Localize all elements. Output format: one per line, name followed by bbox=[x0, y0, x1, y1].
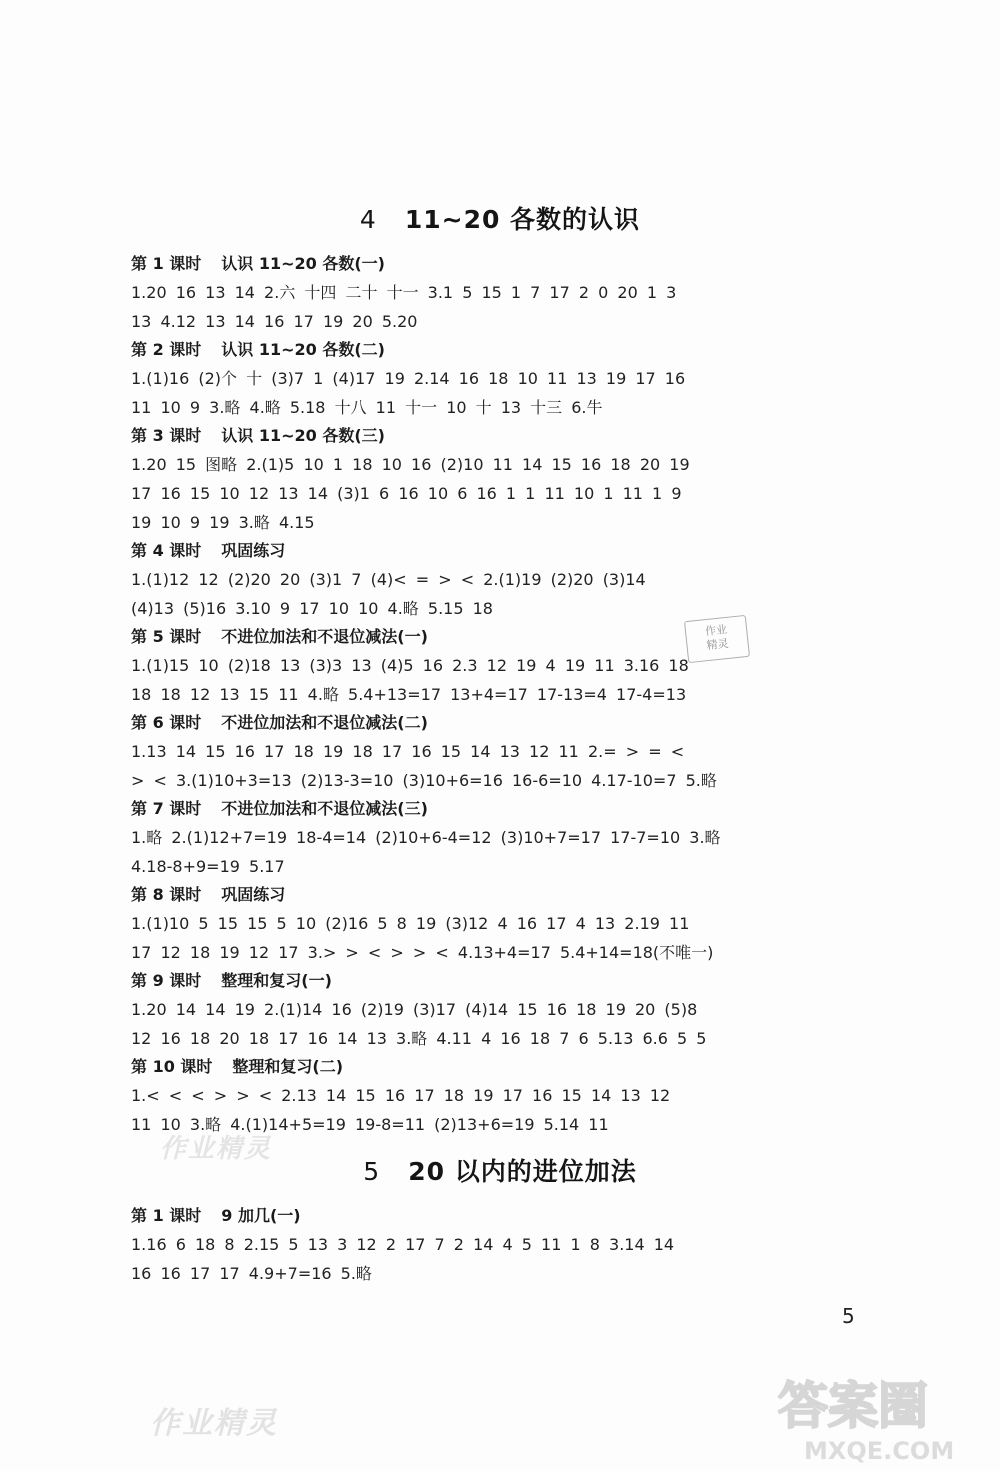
lesson-name: 不进位加法和不退位减法(二) bbox=[221, 713, 428, 732]
lesson-name: 不进位加法和不退位减法(三) bbox=[221, 799, 428, 818]
answer-line: 1.13 14 15 16 17 18 19 18 17 16 15 14 13 12 11 2.= > = < bbox=[131, 742, 685, 761]
logo-sub-text: MXQE.COM bbox=[804, 1437, 955, 1465]
answer-line: 1.略 2.(1)12+7=19 18-4=14 (2)10+6-4=12 (3)10+7=17 17-7=10 3.略 bbox=[131, 828, 721, 847]
lesson-label: 第 1 课时 bbox=[131, 254, 202, 273]
answer-line: 1.20 16 13 14 2.六 十四 二十 十一 3.1 5 15 1 7 17 2 0 20 1 3 bbox=[131, 283, 677, 302]
answer-line: 19 10 9 19 3.略 4.15 bbox=[131, 513, 315, 532]
lesson-title bbox=[131, 422, 871, 450]
chapter-4-heading bbox=[0, 200, 1000, 236]
lesson-label: 第 10 课时 bbox=[131, 1057, 213, 1076]
lesson-name: 9 加几(一) bbox=[221, 1206, 301, 1225]
lesson-title bbox=[131, 250, 871, 278]
lesson-title bbox=[131, 1202, 871, 1230]
answer-line: 1.20 15 图略 2.(1)5 10 1 18 10 16 (2)10 11 14 15 16 18 20 19 bbox=[131, 455, 690, 474]
logo-main-text: 答案圈 bbox=[778, 1377, 928, 1435]
chapter-5-title: 20 以内的进位加法 bbox=[408, 1157, 637, 1186]
chapter-4-answers bbox=[131, 250, 871, 1139]
lesson-label: 第 1 课时 bbox=[131, 1206, 202, 1225]
stamp-line: 精灵 bbox=[705, 636, 730, 653]
lesson-name: 整理和复习(二) bbox=[232, 1057, 344, 1076]
lesson-name: 整理和复习(一) bbox=[221, 971, 332, 990]
answer-line: 1.(1)12 12 (2)20 20 (3)1 7 (4)< = > < 2.(1)19 (2)20 (3)14 bbox=[131, 570, 646, 589]
site-logo bbox=[770, 1365, 992, 1465]
answer-line: (4)13 (5)16 3.10 9 17 10 10 4.略 5.15 18 bbox=[131, 599, 493, 618]
chapter-5-heading bbox=[0, 1152, 1000, 1188]
lesson-label: 第 2 课时 bbox=[131, 340, 202, 359]
watermark: 作业精灵 bbox=[150, 1406, 278, 1441]
lesson-title bbox=[131, 537, 871, 565]
lesson-title bbox=[131, 1053, 871, 1081]
chapter-5-answers bbox=[131, 1202, 871, 1288]
answer-line: 12 16 18 20 18 17 16 14 13 3.略 4.11 4 16 18 7 6 5.13 6.6 5 5 bbox=[131, 1029, 707, 1048]
stamp-line: 作业 bbox=[704, 622, 728, 639]
lesson-title bbox=[131, 967, 871, 995]
lesson-name: 巩固练习 bbox=[221, 885, 286, 904]
lesson-title bbox=[131, 709, 871, 737]
page-number: 5 bbox=[842, 1304, 855, 1328]
lesson-label: 第 5 课时 bbox=[131, 627, 202, 646]
lesson-name: 巩固练习 bbox=[221, 541, 286, 560]
answer-line: 16 16 17 17 4.9+7=16 5.略 bbox=[131, 1264, 372, 1283]
answer-line: 1.20 14 14 19 2.(1)14 16 (2)19 (3)17 (4)14 15 16 18 19 20 (5)8 bbox=[131, 1000, 698, 1019]
lesson-title bbox=[131, 881, 871, 909]
lesson-label: 第 7 课时 bbox=[131, 799, 202, 818]
lesson-label: 第 6 课时 bbox=[131, 713, 202, 732]
answer-line: 17 16 15 10 12 13 14 (3)1 6 16 10 6 16 1 1 11 10 1 11 1 9 bbox=[131, 484, 682, 503]
chapter-5-number: 5 bbox=[363, 1157, 381, 1186]
lesson-name: 认识 11~20 各数(三) bbox=[221, 426, 385, 445]
answer-line: 17 12 18 19 12 17 3.> > < > > < 4.13+4=17 5.4+14=18(不唯一) bbox=[131, 943, 714, 962]
answer-line: 1.< < < > > < 2.13 14 15 16 17 18 19 17 16 15 14 13 12 bbox=[131, 1086, 671, 1105]
lesson-title bbox=[131, 795, 871, 823]
answer-line: 18 18 12 13 15 11 4.略 5.4+13=17 13+4=17 17-13=4 17-4=13 bbox=[131, 685, 687, 704]
answer-line: 1.(1)15 10 (2)18 13 (3)3 13 (4)5 16 2.3 12 19 4 19 11 3.16 18 bbox=[131, 656, 689, 675]
lesson-title bbox=[131, 623, 871, 651]
lesson-label: 第 3 课时 bbox=[131, 426, 202, 445]
chapter-4-number: 4 bbox=[359, 205, 377, 234]
answer-line: 11 10 9 3.略 4.略 5.18 十八 11 十一 10 十 13 十三 6.牛 bbox=[131, 398, 603, 417]
answer-line: 1.(1)10 5 15 15 5 10 (2)16 5 8 19 (3)12 4 16 17 4 13 2.19 11 bbox=[131, 914, 690, 933]
lesson-name: 认识 11~20 各数(二) bbox=[221, 340, 385, 359]
answer-line: 1.16 6 18 8 2.15 5 13 3 12 2 17 7 2 14 4 5 11 1 8 3.14 14 bbox=[131, 1235, 675, 1254]
answer-line: 1.(1)16 (2)个 十 (3)7 1 (4)17 19 2.14 16 18 10 11 13 19 17 16 bbox=[131, 369, 686, 388]
lesson-name: 认识 11~20 各数(一) bbox=[221, 254, 385, 273]
answer-line: > < 3.(1)10+3=13 (2)13-3=10 (3)10+6=16 16-6=10 4.17-10=7 5.略 bbox=[131, 771, 717, 790]
lesson-label: 第 8 课时 bbox=[131, 885, 202, 904]
answer-line: 11 10 3.略 4.(1)14+5=19 19-8=11 (2)13+6=19 5.14 11 bbox=[131, 1115, 609, 1134]
lesson-label: 第 4 课时 bbox=[131, 541, 202, 560]
lesson-title bbox=[131, 336, 871, 364]
answer-line: 13 4.12 13 14 16 17 19 20 5.20 bbox=[131, 312, 418, 331]
watermark: 作业精灵 bbox=[160, 1134, 273, 1164]
answer-line: 4.18-8+9=19 5.17 bbox=[131, 857, 285, 876]
lesson-name: 不进位加法和不退位减法(一) bbox=[221, 627, 428, 646]
chapter-4-title: 11~20 各数的认识 bbox=[404, 205, 641, 234]
lesson-label: 第 9 课时 bbox=[131, 971, 202, 990]
stamp-mark bbox=[684, 615, 750, 663]
